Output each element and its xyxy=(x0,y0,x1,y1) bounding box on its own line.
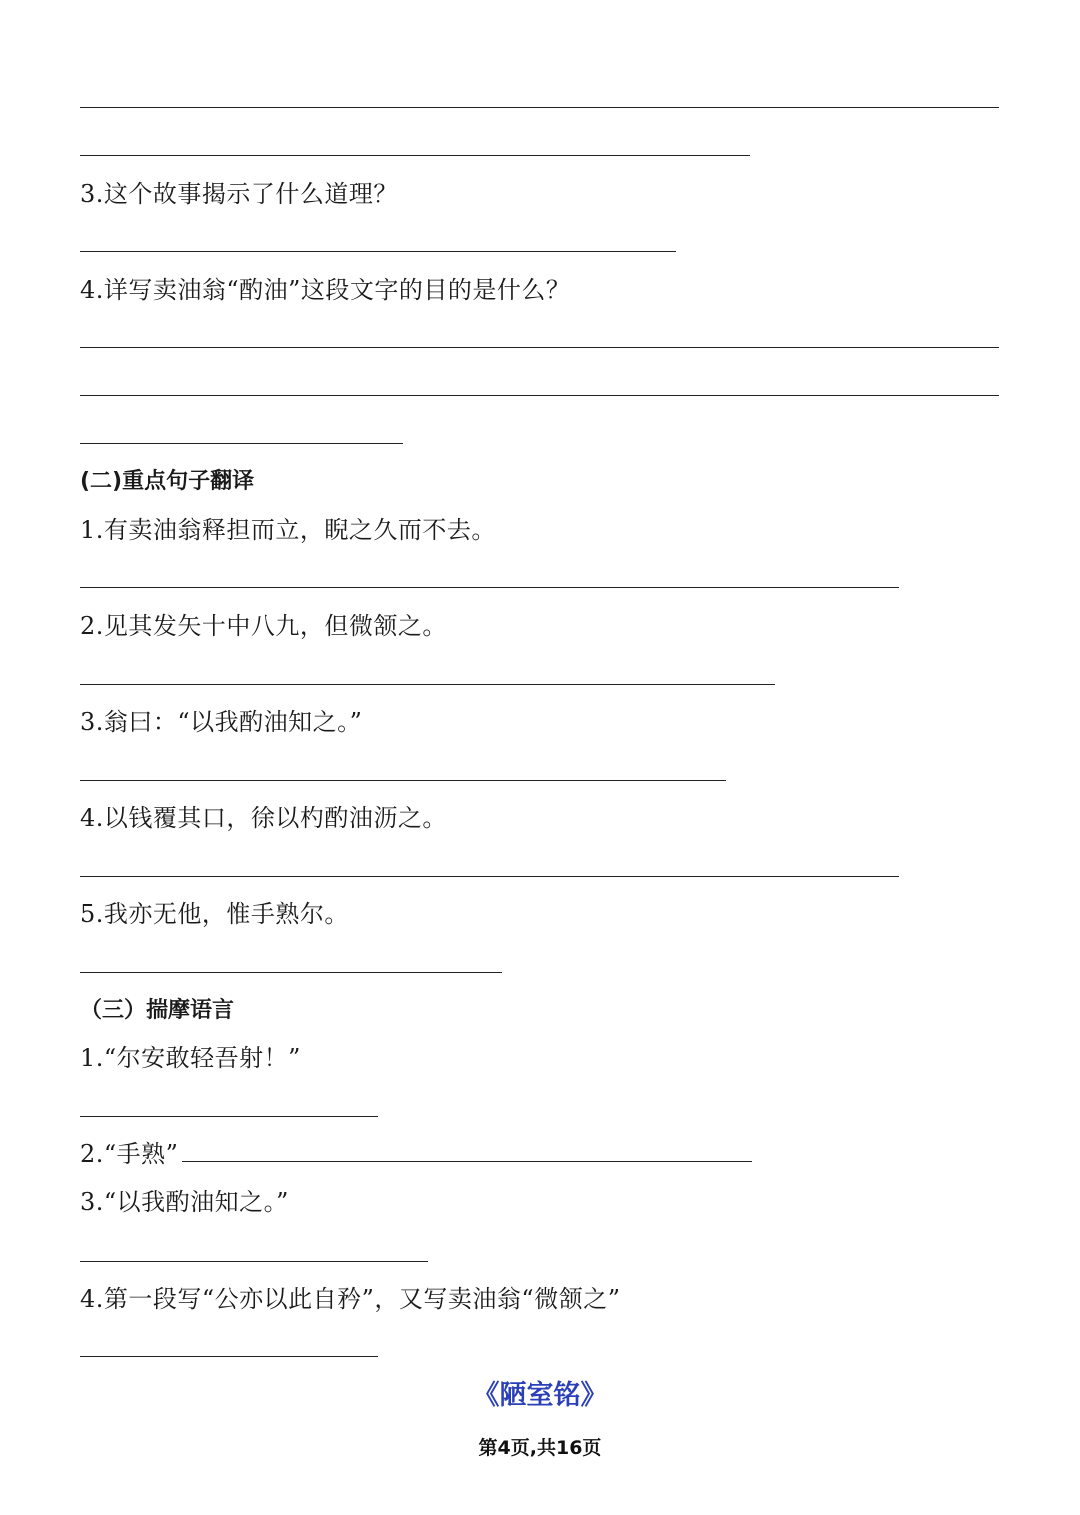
translation-item-5: 5.我亦无他，惟手熟尔。 xyxy=(80,900,349,928)
answer-line[interactable] xyxy=(80,155,750,156)
translation-item-3: 3.翁曰：“以我酌油知之。” xyxy=(80,708,363,736)
language-item-4: 4.第一段写“公亦以此自矜”，又写卖油翁“微颔之” xyxy=(80,1285,621,1313)
translation-item-2: 2.见其发矢十中八九，但微颔之。 xyxy=(80,612,447,640)
language-item-1: 1.“尔安敢轻吾射！” xyxy=(80,1044,301,1072)
answer-line[interactable] xyxy=(80,1116,378,1117)
answer-line[interactable] xyxy=(80,684,775,685)
answer-line[interactable] xyxy=(80,107,999,108)
answer-line[interactable] xyxy=(80,1356,378,1357)
answer-line[interactable] xyxy=(80,1261,428,1262)
page-number: 第4页,共16页 xyxy=(478,1437,602,1459)
language-item-3: 3.“以我酌油知之。” xyxy=(80,1188,289,1216)
question-3: 3.这个故事揭示了什么道理？ xyxy=(80,180,398,208)
next-lesson-title: 《陋室铭》 xyxy=(472,1380,608,1411)
language-item-2 xyxy=(80,1138,752,1170)
section-heading-translation: (二)重点句子翻译 xyxy=(80,469,255,494)
answer-line[interactable] xyxy=(80,587,899,588)
translation-item-1: 1.有卖油翁释担而立，睨之久而不去。 xyxy=(80,516,496,544)
language-item-2-text: 2.“手熟” xyxy=(80,1140,179,1168)
answer-line[interactable] xyxy=(80,395,999,396)
answer-line[interactable] xyxy=(182,1141,752,1162)
answer-line[interactable] xyxy=(80,876,899,877)
answer-line[interactable] xyxy=(80,347,999,348)
answer-line[interactable] xyxy=(80,972,502,973)
answer-line[interactable] xyxy=(80,780,726,781)
question-4: 4.详写卖油翁“酌油”这段文字的目的是什么？ xyxy=(80,276,571,304)
translation-item-4: 4.以钱覆其口，徐以杓酌油沥之。 xyxy=(80,804,447,832)
answer-line[interactable] xyxy=(80,251,676,252)
answer-line[interactable] xyxy=(80,443,403,444)
section-heading-language: （三）揣摩语言 xyxy=(80,998,235,1023)
